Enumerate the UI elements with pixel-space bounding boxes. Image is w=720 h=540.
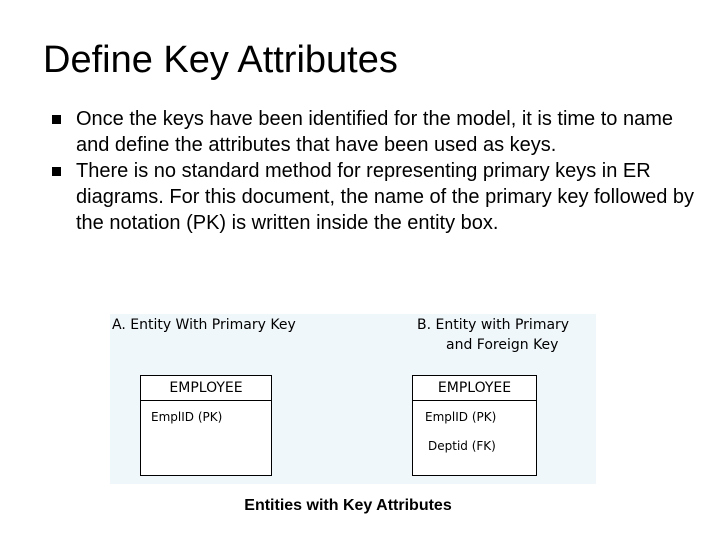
employee-entity-box-a <box>140 375 272 476</box>
panel-a-label: A. Entity With Primary Key <box>112 317 296 333</box>
figure-caption: Entities with Key Attributes <box>244 497 452 514</box>
panel-b-label-line1: B. Entity with Primary <box>417 317 570 333</box>
employee-entity-box-b <box>412 375 537 476</box>
bullet-item <box>50 158 700 236</box>
square-bullet-icon <box>52 115 61 124</box>
bullet-item <box>50 106 700 158</box>
entity-name: EMPLOYEE <box>141 376 271 401</box>
foreign-key-attribute: Deptid (FK) <box>428 439 496 453</box>
primary-key-attribute: EmplID (PK) <box>425 410 497 424</box>
square-bullet-icon <box>52 167 61 176</box>
bullet-text: Once the keys have been identified for the model, it is time to name and define the attributes that have been used as keys. <box>76 108 673 156</box>
primary-key-attribute: EmplID (PK) <box>151 410 223 424</box>
bullet-text: There is no standard method for representing primary keys in ER diagrams. For this document, the name of the primary key followed by the notation (PK) is written inside the entity box. <box>76 160 695 234</box>
er-diagram-figure <box>110 314 596 484</box>
entity-name: EMPLOYEE <box>413 376 536 401</box>
panel-b-label-line2: and Foreign Key <box>446 337 559 353</box>
slide-title: Define Key Attributes <box>43 39 398 81</box>
bullet-list <box>50 106 700 236</box>
